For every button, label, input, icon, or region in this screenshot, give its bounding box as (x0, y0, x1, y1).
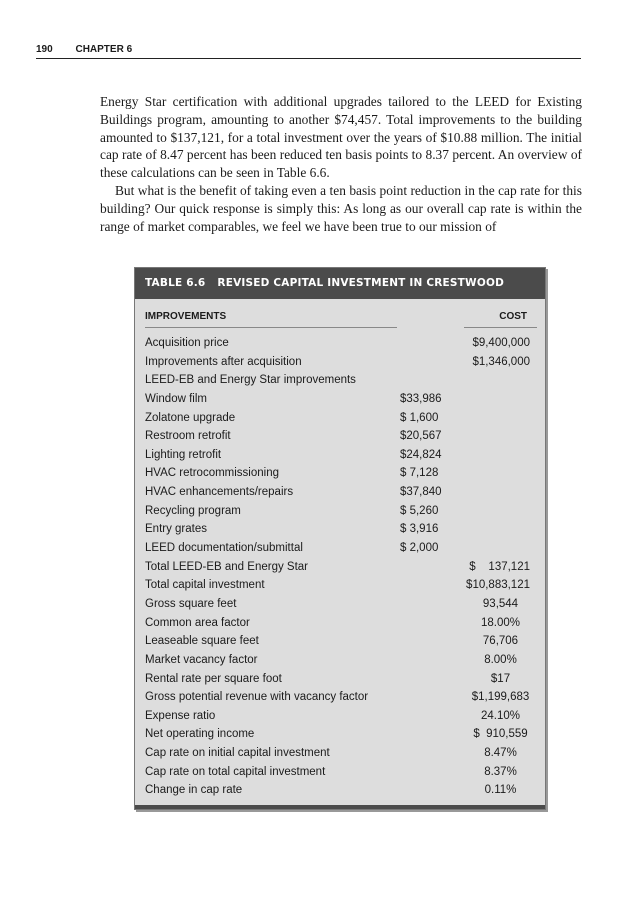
row-cost: 76,706 (482, 635, 519, 648)
table-row (135, 632, 545, 651)
row-label: Total capital investment (145, 579, 265, 592)
chapter-label: CHAPTER 6 (75, 44, 133, 55)
row-cost: 0.11% (484, 784, 517, 797)
row-cost: $10,883,121 (466, 579, 530, 592)
table-row (135, 558, 545, 577)
table-row (135, 744, 545, 763)
header-rule-left (145, 327, 397, 328)
row-label: Zolatone upgrade (145, 411, 236, 424)
row-cost: 8.00% (484, 653, 517, 666)
table-row (135, 707, 545, 726)
column-header-cost: COST (499, 311, 527, 322)
row-label: Improvements after acquisition (145, 355, 302, 368)
row-label: Common area factor (145, 616, 250, 629)
row-label: Expense ratio (145, 709, 216, 722)
row-label: Market vacancy factor (145, 653, 258, 666)
table-bottom-bar (135, 805, 545, 809)
table-row (135, 576, 545, 595)
row-cost: $17 (490, 672, 511, 685)
row-label: Restroom retrofit (145, 430, 231, 443)
table-row (135, 502, 545, 521)
row-label: Change in cap rate (145, 784, 243, 797)
table-row (135, 614, 545, 633)
row-subtotal: $ 2,000 (400, 542, 439, 555)
row-subtotal: $ 1,600 (400, 411, 439, 424)
paragraph-1: Energy Star certification with additional upgrades tailored to the LEED for Existing Buildings program, amounting to another $74,457. Total improvements to the building amounted to $137,121, for a total investment over the years of $10.88 million. The initial cap rate of 8.47 percent has been reduced ten basis points to 8.37 percent. An overview of these calculations can be seen in Table 6.6. (100, 94, 582, 181)
page-number: 190 (36, 44, 53, 55)
row-cost: 8.47% (484, 747, 517, 760)
table-row (135, 781, 545, 800)
column-header-improvements: IMPROVEMENTS (145, 311, 227, 322)
row-cost: $9,400,000 (472, 337, 530, 349)
row-label: Cap rate on initial capital investment (145, 747, 330, 760)
table-row (135, 353, 545, 372)
row-label: Leaseable square feet (145, 635, 259, 648)
row-subtotal: $ 3,916 (400, 523, 439, 536)
row-subtotal: $33,986 (400, 392, 442, 405)
table-title-bar (135, 268, 545, 299)
row-label: LEED documentation/submittal (145, 542, 303, 555)
row-label: Gross square feet (145, 597, 237, 610)
row-label: HVAC retrocommissioning (145, 467, 279, 480)
row-cost: $ 137,121 (469, 560, 530, 573)
row-label: Recycling program (145, 504, 241, 517)
row-subtotal: $37,840 (400, 486, 442, 499)
row-label: Cap rate on total capital investment (145, 765, 326, 778)
table-row (135, 688, 545, 707)
row-subtotal: $ 7,128 (400, 467, 439, 480)
row-label: HVAC enhancements/repairs (145, 486, 294, 499)
table-row (135, 446, 545, 465)
header-rule-right (464, 327, 537, 328)
table-row (135, 371, 545, 390)
table-row (135, 483, 545, 502)
row-label: Total LEED-EB and Energy Star (145, 560, 308, 573)
table-row (135, 539, 545, 558)
row-label: Entry grates (145, 523, 207, 536)
paragraph-2: But what is the benefit of taking even a ten basis point reduction in the cap rate for this building? Our quick response is simply this: As long as our overall cap rate is within the range of market comparables, we feel we have been true to our mission of (100, 182, 582, 234)
row-cost: 18.00% (480, 616, 520, 629)
table-row (135, 409, 545, 428)
table-row (135, 595, 545, 614)
table-row (135, 427, 545, 446)
table-body (135, 334, 545, 800)
table-row (135, 520, 545, 539)
table-number: TABLE 6.6 (145, 277, 206, 289)
table-row (135, 763, 545, 782)
row-cost: $1,346,000 (472, 355, 530, 368)
row-label: LEED-EB and Energy Star improvements (145, 374, 356, 387)
table-row (135, 651, 545, 670)
row-label: Lighting retrofit (145, 448, 222, 461)
row-cost: $1,199,683 (471, 691, 530, 704)
running-header (36, 44, 581, 59)
row-subtotal: $20,567 (400, 430, 442, 443)
row-label: Rental rate per square foot (145, 672, 282, 685)
table-row (135, 725, 545, 744)
table-title: REVISED CAPITAL INVESTMENT IN CRESTWOOD (217, 277, 504, 289)
table-row (135, 464, 545, 483)
row-label: Window film (145, 392, 207, 405)
row-label: Acquisition price (145, 337, 229, 349)
row-subtotal: $ 5,260 (400, 504, 439, 517)
row-cost: $ 910,559 (473, 728, 528, 741)
table-row (135, 334, 545, 353)
table-6-6 (134, 267, 546, 810)
row-label: Gross potential revenue with vacancy factor (145, 691, 369, 704)
table-row (135, 390, 545, 409)
row-subtotal: $24,824 (400, 448, 442, 461)
table-row (135, 670, 545, 689)
row-label: Net operating income (145, 728, 255, 741)
body-text (100, 93, 582, 235)
row-cost: 93,544 (482, 597, 519, 610)
row-cost: 8.37% (484, 765, 517, 778)
row-cost: 24.10% (480, 709, 520, 722)
